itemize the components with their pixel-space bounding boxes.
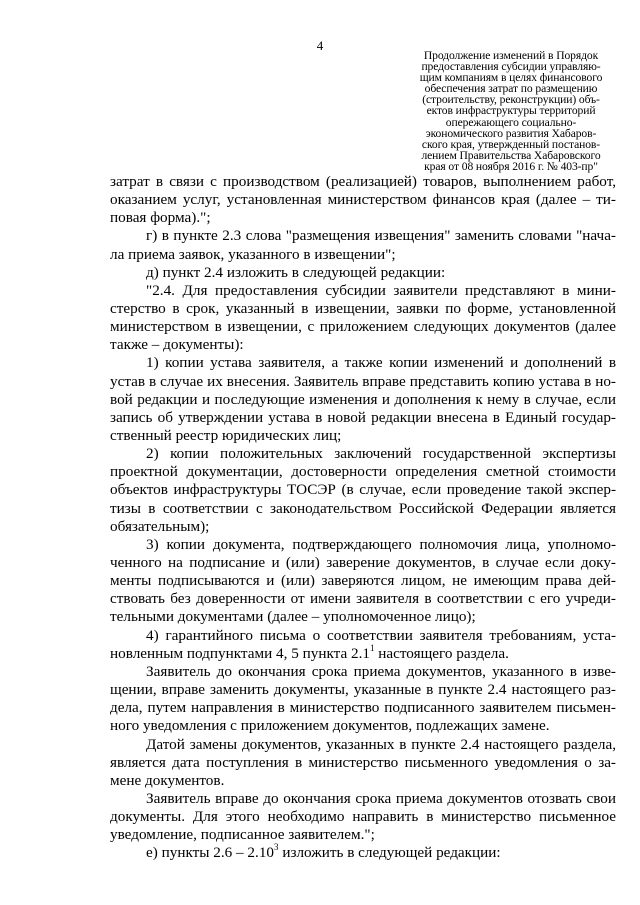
text-line: обязательным); bbox=[110, 517, 210, 535]
text-line: 2) копии положительных заключений государственной экспертизы bbox=[146, 445, 616, 463]
text-fragment: новленным подпунктами 4, 5 пункта 2.1 bbox=[110, 644, 370, 662]
text-line: затрат в связи с производством (реализацией) товаров, выполнением работ, bbox=[110, 173, 616, 190]
text-line: устав в случае их внесения. Заявитель вправе представить копию устава в но- bbox=[110, 372, 616, 390]
superscript: 3 bbox=[274, 842, 279, 853]
header-note-line: (строительству, реконструкции) объ- bbox=[422, 93, 600, 107]
text-line: Заявитель вправе до окончания срока приема документов отозвать свои bbox=[146, 789, 616, 807]
header-note-line: ектов инфраструктуры территорий bbox=[426, 104, 596, 118]
text-line: ствовать без доверенности от имени заявителя в соответствии с его учреди- bbox=[110, 590, 616, 608]
text-line: менты подписываются и (или) заверяются лицом, не имеющим права дей- bbox=[110, 572, 616, 590]
text-line: 4) гарантийного письма о соответствии заявителя требованиям, уста- bbox=[146, 626, 616, 644]
text-line: "2.4. Для предоставления субсидии заявители представляют в мини- bbox=[146, 281, 616, 299]
header-note-line: предоставления субсидии управляю- bbox=[421, 60, 601, 74]
text-line: Датой замены документов, указанных в пункте 2.4 настоящего раздела, bbox=[146, 735, 616, 753]
text-line bbox=[110, 844, 616, 862]
header-note bbox=[383, 50, 639, 172]
text-line: объектов инфраструктуры ТОСЭР (в случае, если проведение такой экспер- bbox=[110, 481, 616, 499]
text-line: стерство в срок, указанный в извещении, заявки по форме, установленной bbox=[110, 300, 616, 318]
text-line: тизы в соответствии с законодательством Российской Федерации является bbox=[110, 499, 616, 517]
body-text bbox=[110, 173, 616, 863]
text-fragment: изложить в следующей редакции: bbox=[278, 844, 501, 862]
text-line: 3) копии документа, подтверждающего полномочия лица, уполномо- bbox=[146, 535, 616, 553]
text-line: Заявитель до окончания срока приема документов, указанного в изве- bbox=[146, 662, 616, 680]
text-line: ченного на подписание и (или) заверение документов, в случае если доку- bbox=[110, 554, 616, 572]
header-note-line: Продолжение изменений в Порядок bbox=[423, 49, 599, 62]
text-line: щении, вправе заменить документы, указанные в пункте 2.4 настоящего раз- bbox=[110, 681, 616, 699]
text-line: ла приема заявок, указанного в извещении"; bbox=[110, 245, 396, 263]
header-note-line: края от 08 ноября 2016 г. № 403-пр" bbox=[424, 159, 598, 173]
page-number: 4 bbox=[316, 38, 324, 53]
text-line: уведомление, подписанное заявителем."; bbox=[110, 826, 375, 844]
header-note-line: щим компаниям в целях финансового bbox=[419, 71, 603, 85]
header-note-line: обеспечения затрат по размещению bbox=[424, 82, 598, 96]
text-line: является дата поступления в министерство письменного уведомления о за- bbox=[110, 753, 616, 771]
header-note-line: экономического развития Хабаров- bbox=[425, 126, 597, 140]
header-note-line: опережающего социально- bbox=[445, 115, 577, 129]
text-line: тельными документами (далее – уполномоченное лицо); bbox=[110, 608, 476, 626]
header-note-line: лением Правительства Хабаровского bbox=[421, 148, 601, 162]
text-line: дела, путем направления в министерство подписанного заявителем письмен- bbox=[110, 699, 616, 717]
text-line: проектной документации, достоверности определения сметной стоимости bbox=[110, 463, 616, 481]
text-line: д) пункт 2.4 изложить в следующей редакции: bbox=[146, 263, 446, 281]
superscript: 1 bbox=[369, 642, 375, 653]
text-fragment: настоящего раздела. bbox=[374, 644, 509, 662]
text-line: документы. Для этого необходимо направить в министерство письменное bbox=[110, 808, 616, 826]
text-line: мене документов. bbox=[110, 771, 225, 789]
text-line: запись об утверждении устава в новой редакции внесена в Единый государ- bbox=[110, 408, 616, 426]
text-line: также – документы): bbox=[110, 336, 244, 354]
text-line: министерством в извещении, с приложением следующих документов (далее bbox=[110, 318, 616, 336]
text-line: ного уведомления с приложением документов, подлежащих замене. bbox=[110, 717, 550, 735]
text-fragment: е) пункты 2.6 – 2.10 bbox=[146, 844, 275, 862]
text-line: ственный реестр юридических лиц; bbox=[110, 427, 342, 445]
text-line: оказанием услуг, установленная министерством финансов края (далее – ти- bbox=[110, 191, 616, 209]
header-note-line: ского края, утвержденный постанов- bbox=[421, 137, 601, 151]
text-line bbox=[110, 642, 616, 663]
text-line: повая форма)."; bbox=[110, 209, 211, 227]
text-line: 1) копии устава заявителя, а также копии изменений и дополнений в bbox=[146, 354, 616, 372]
text-line: г) в пункте 2.3 слова "размещения извещения" заменить словами "нача- bbox=[146, 227, 616, 245]
text-line: вой редакции и последующие изменения и дополнения к нему в случае, если bbox=[110, 390, 616, 408]
